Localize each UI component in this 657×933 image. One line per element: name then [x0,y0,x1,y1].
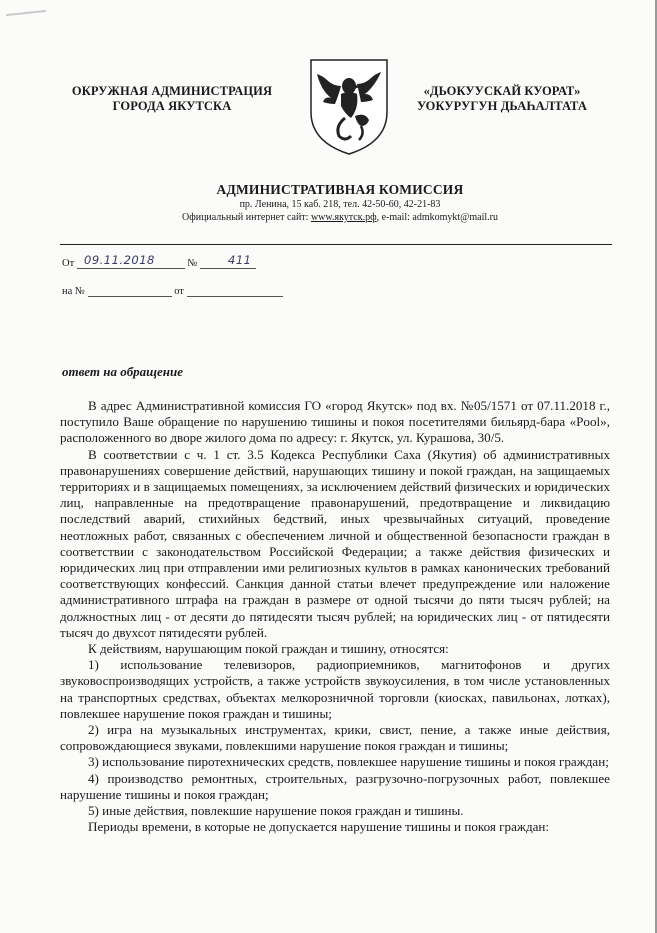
paragraph: В соответствии с ч. 1 ст. 3.5 Кодекса Республики Саха (Якутия) об административных правонарушениях совершение действий, нарушающих тишину и покой граждан, на защищаемых территориях и в защищаемых помещениях, за исключением действий физических и юридических лиц, направленные на предотвращение правонарушений, предотвращение и ликвидацию последствий аварий, стихийных бедствий, иных чрезвычайных ситуаций, проведение неотложных работ, связанных с обеспечением личной и общественной безопасности граждан в соответствии с законодательством Российской Федерации; а также действия физических и юридических лиц при отправлении ими религиозных культов в рамках канонических требований соответствующих конфессий. Санкция данной статьи влечет предупреждение или наложение административного штрафа на граждан в размере от одной тысячи до пяти тысяч рублей; на должностных лиц - от десяти до пятидесяти тысяч рублей; на юридических лиц - от пятидесяти тысяч до двухсот пятидесяти рублей. [60,446,610,640]
paragraph: Периоды времени, в которые не допускается нарушение тишины и покоя граждан: [88,819,550,835]
paragraph: К действиям, нарушающим покой граждан и тишину, относятся: [88,641,449,657]
letter-subject: ответ на обращение [62,364,183,379]
list-item: 3) использование пиротехнических средств, повлекшее нарушение тишины и покоя граждан; [88,754,609,770]
handwritten-number: 411 [228,253,252,267]
list-item: 2) игра на музыкальных инструментах, крики, свист, пение, а также иные действия, сопровождающиеся звуками, повлекшими нарушение покоя граждан и тишины; [60,722,610,754]
paragraph: В адрес Административной комиссия ГО «город Якутск» под вх. №05/1571 от 07.11.2018 г., поступило Ваше обращение по нарушению тишины и покоя посетителями бильярд-бара «Pool», расположенного во дворе жилого дома по адресу: г. Якутск, ул. Курашова, 30/5. [60,398,610,446]
left-org-line1: ОКРУЖНАЯ АДМИНИСТРАЦИЯ [71,84,273,98]
email-address[interactable]: admkomykt@mail.ru [412,212,498,223]
right-org-line1: «ДЬОКУУСКАЙ КУОРАТ» [423,84,581,98]
scan-mark [6,10,46,16]
left-organization-name [62,84,282,114]
list-item: 5) иные действия, повлекшие нарушение покоя граждан и тишины. [88,803,464,819]
number-label: № [187,258,198,269]
site-label: Официальный интернет сайт: [182,212,311,223]
header-divider [60,244,612,245]
from-label: От [62,258,75,269]
commission-title: АДМИНИСТРАТИВНАЯ КОМИССИЯ [216,182,464,197]
reply-number-line [88,286,172,297]
list-item: 1) использование телевизоров, радиоприемников, магнитофонов и других звуковоспроизводящих устройств, а также устройств звукоусиления, в том числе установленных на транспортных средствах, объектах мелкорозничной торговли (киосках, павильонах, лотках), повлекшее нарушение покоя граждан и тишины; [60,657,610,721]
list-item: 4) производство ремонтных, строительных, разгрузочно-погрузочных работ, повлекшее нарушение тишины и покоя граждан; [60,770,610,802]
reply-date-line [187,286,283,297]
commission-site-email [100,211,580,224]
website-link[interactable]: www.якутск.рф [310,212,377,223]
incoming-reference [62,286,283,297]
commission-contacts [100,198,580,224]
commission-address: пр. Ленина, 15 каб. 218, тел. 42-50-60, 42-21-83 [239,199,441,210]
right-org-line2: УОКУРУГУН ДЬАҺАЛТАТА [417,99,587,113]
reply-from-label: от [174,286,184,297]
letter-body [60,398,610,835]
handwritten-date: 09.11.2018 [84,253,155,267]
left-org-line2: ГОРОДА ЯКУТСКА [112,99,232,113]
right-organization-name [402,84,602,114]
reply-to-label: на № [62,286,85,297]
eagle-coat-of-arms-icon [305,56,393,156]
email-label: , e-mail: [376,212,413,223]
